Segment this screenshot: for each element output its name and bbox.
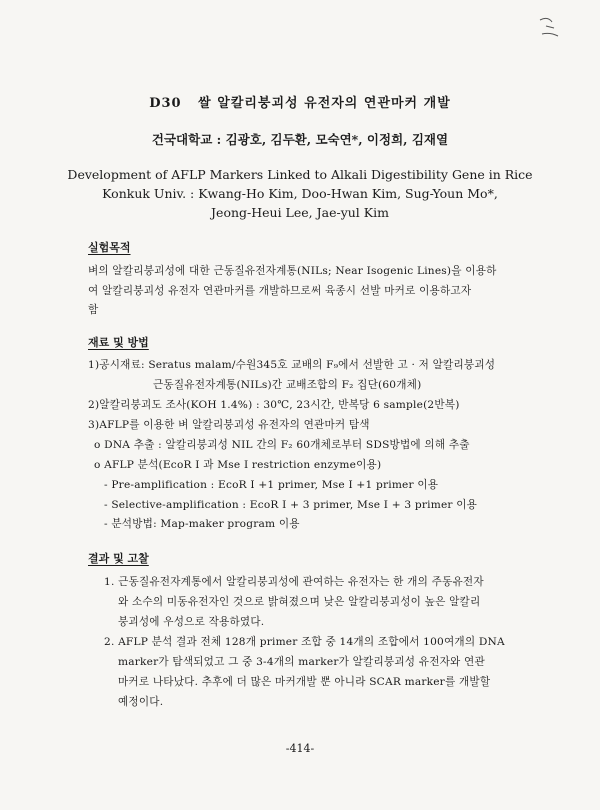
methods-line: - Pre-amplification : EcoR I +1 primer, Mse I +1 primer 이용	[104, 479, 439, 491]
section-heading-results: 결과 및 고찰	[88, 552, 149, 565]
results-line: 2. AFLP 분석 결과 전체 128개 primer 조합 중 14개의 조합에서 100여개의 DNA	[104, 636, 505, 648]
purpose-line: 함	[88, 304, 99, 316]
methods-line: o DNA 추출 : 알칼리붕괴성 NIL 간의 F₂ 60개체로부터 SDS방법에 의해 추출	[94, 439, 470, 451]
results-line: 1. 근동질유전자계통에서 알칼리붕괴성에 관여하는 유전자는 한 개의 주동유전자	[104, 576, 484, 588]
title-text: 쌀 알칼리붕괴성 유전자의 연관마커 개발	[198, 96, 451, 111]
section-heading-methods: 재료 및 방법	[88, 336, 149, 349]
title-code: D30	[149, 96, 182, 111]
purpose-line: 벼의 알칼리붕괴성에 대한 근동질유전자계통(NILs; Near Isogenic Lines)을 이용하	[88, 265, 497, 277]
methods-line: o AFLP 분석(EcoR I 과 Mse I restriction enzyme이용)	[94, 459, 382, 471]
methods-line: 근동질유전자계통(NILs)간 교배조합의 F₂ 집단(60개체)	[153, 379, 422, 391]
title-korean	[0, 92, 600, 111]
corner-scribble-mark	[536, 14, 562, 40]
english-title: Development of AFLP Markers Linked to Alkali Digestibility Gene in Rice	[67, 167, 533, 182]
english-authors-line-1: Konkuk Univ. : Kwang-Ho Kim, Doo-Hwan Kim, Sug-Youn Mo*,	[102, 186, 498, 201]
results-line: marker가 탐색되었고 그 중 3-4개의 marker가 알칼리붕괴성 유전자와 연관	[118, 656, 485, 668]
results-line: 예정이다.	[118, 696, 164, 708]
section-heading-purpose: 실험목적	[88, 241, 131, 254]
results-line: 붕괴성에 우성으로 작용하였다.	[118, 616, 265, 628]
methods-line: 3)AFLP를 이용한 벼 알칼리붕괴성 유전자의 연관마커 탐색	[88, 419, 370, 431]
purpose-line: 여 알칼리붕괴성 유전자 연관마커를 개발하므로써 육종시 선발 마커로 이용하고자	[88, 285, 472, 297]
english-authors-line-2: Jeong-Heui Lee, Jae-yul Kim	[211, 205, 389, 220]
results-line: 와 소수의 미동유전자인 것으로 밝혀졌으며 낮은 알칼리붕괴성이 높은 알칼리	[118, 596, 481, 608]
methods-line: - Selective-amplification : EcoR I + 3 primer, Mse I + 3 primer 이용	[104, 499, 478, 511]
authors-korean: 건국대학교 : 김광호, 김두환, 모숙연*, 이정희, 김재열	[151, 132, 449, 147]
methods-line: 2)알칼리붕괴도 조사(KOH 1.4%) : 30℃, 23시간, 반복당 6 sample(2반복)	[88, 399, 460, 411]
page-number: -414-	[285, 742, 315, 755]
methods-line: - 분석방법: Map-maker program 이용	[104, 518, 300, 530]
results-line: 마커로 나타났다. 추후에 더 많은 마커개발 뿐 아니라 SCAR marker를 개발할	[118, 676, 491, 688]
methods-line: 1)공시재료: Seratus malam/수원345호 교배의 F₉에서 선발한 고 · 저 알칼리붕괴성	[88, 359, 496, 371]
